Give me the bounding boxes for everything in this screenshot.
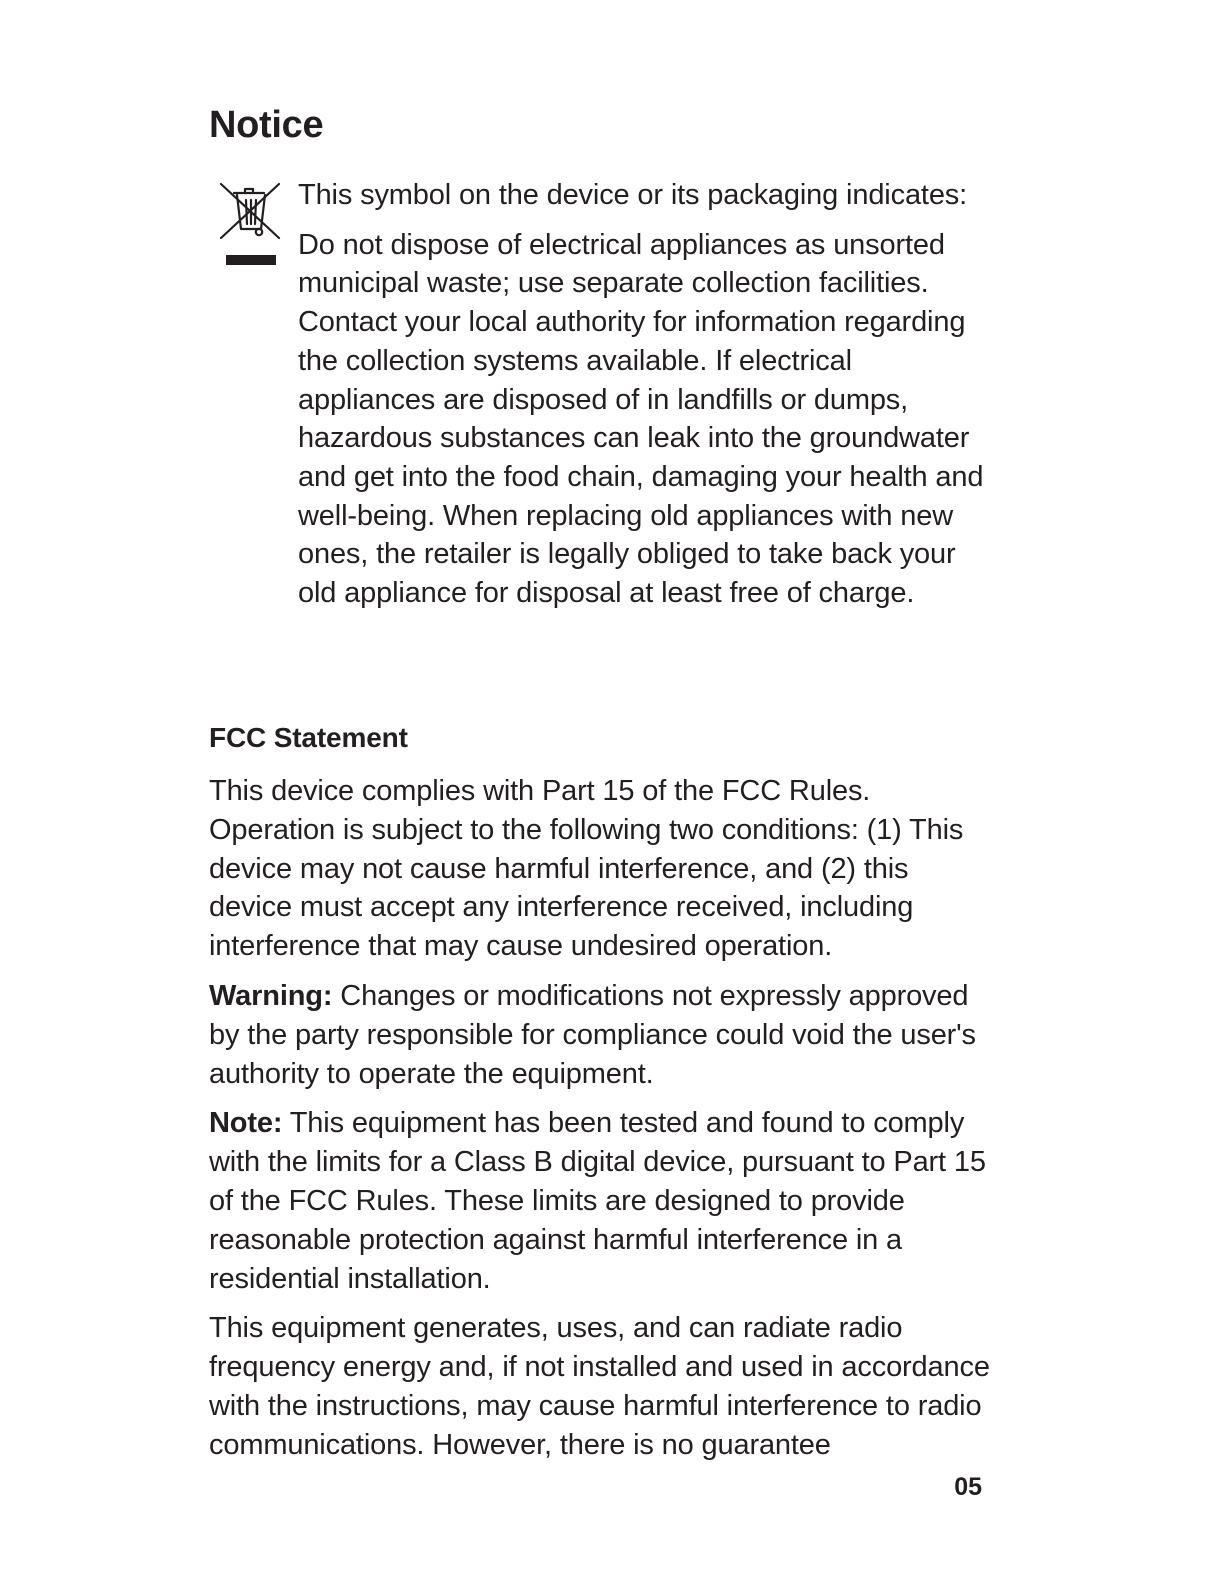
warning-text: Changes or modifications not expressly approved by the party responsible for compliance could void the user's authority to operate the equipment. (209, 979, 976, 1090)
fcc-section (209, 718, 999, 1465)
crossed-out-wheelie-bin-icon (218, 180, 282, 270)
fcc-heading: FCC Statement (209, 722, 408, 753)
note-text: This equipment has been tested and found to comply with the limits for a Class B digital device, pursuant to Part 15 of the FCC Rules. These limits are designed to provide reasonable protection against harmful interference in a residential installation. (209, 1107, 986, 1295)
warning-label: Warning: (209, 979, 333, 1012)
fcc-radio-paragraph: This equipment generates, uses, and can radiate radio frequency energy and, if not installed and used in accordance with the instructions, may cause harmful interference to radio communications. However, there is no guarantee (209, 1312, 990, 1461)
page-title: Notice (209, 104, 324, 146)
note-label: Note: (209, 1107, 283, 1140)
fcc-note (209, 1104, 999, 1298)
weee-notice (298, 176, 988, 613)
weee-body: Do not dispose of electrical appliances as unsorted municipal waste; use separate collection facilities. Contact your local authority for information regarding the collection systems available. If electrical appliances are disposed of in landfills or dumps, hazardous substances can leak into the groundwater and get into the food chain, damaging your health and well-being. When replacing old appliances with new ones, the retailer is legally obliged to take back your old appliance for disposal at least free of charge. (298, 228, 984, 610)
page-number: 05 (954, 1473, 982, 1501)
weee-intro: This symbol on the device or its packaging indicates: (298, 179, 968, 211)
fcc-warning (209, 977, 999, 1093)
fcc-statement: This device complies with Part 15 of the FCC Rules. Operation is subject to the following two conditions: (1) This device may not cause harmful interference, and (2) this device must accept any interference received, including interference that may cause undesired operation. (209, 775, 964, 963)
